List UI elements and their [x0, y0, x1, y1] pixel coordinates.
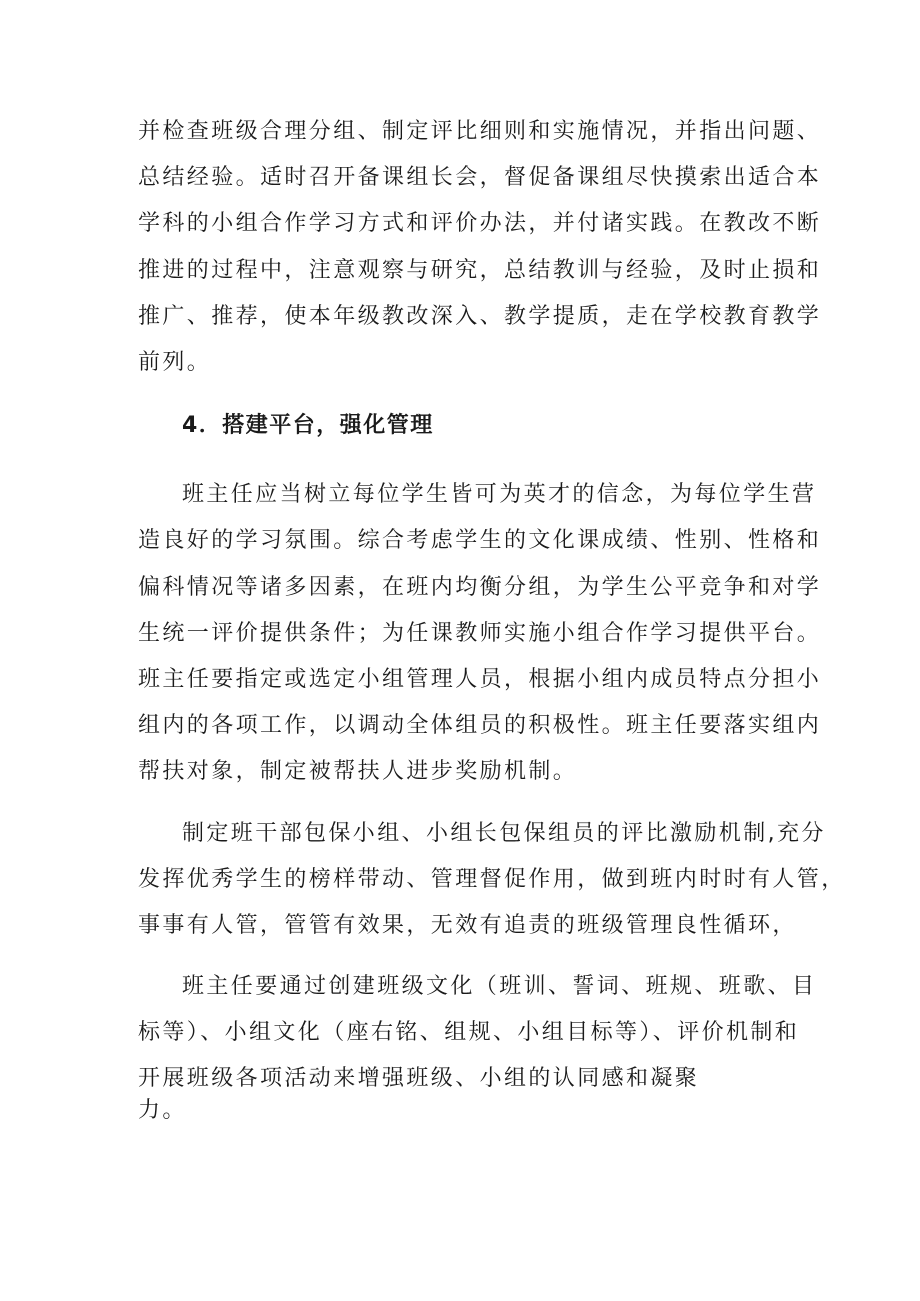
intro-line-1: 并检查班级合理分组、制定评比细则和实施情况，并指出问题、	[138, 119, 822, 144]
p3-line-4: 力。	[138, 1098, 187, 1123]
section-heading: 4．搭建平台，强化管理	[182, 413, 434, 438]
intro-line-2: 总结经验。适时召开备课组长会，督促备课组尽快摸索出适合本	[138, 165, 822, 190]
p3-line-2: 标等）、小组文化（座右铭、组规、小组目标等）、评价机制和	[138, 1020, 800, 1045]
p1-line-7: 帮扶对象，制定被帮扶人进步奖励机制。	[138, 759, 578, 784]
p3-line-3: 开展班级各项活动来增强班级、小组的认同感和凝聚	[138, 1066, 700, 1091]
intro-line-6: 前列。	[138, 350, 212, 375]
p2-line-2: 发挥优秀学生的榜样带动、管理督促作用，做到班内时时有人管，	[138, 867, 846, 892]
p1-line-3: 偏科情况等诸多因素，在班内均衡分组，为学生公平竞争和对学	[138, 575, 822, 600]
p1-line-6: 组内的各项工作，以调动全体组员的积极性。班主任要落实组内	[138, 713, 822, 738]
intro-line-5: 推广、推荐，使本年级教改深入、教学提质，走在学校教育教学	[138, 304, 822, 329]
intro-line-3: 学科的小组合作学习方式和评价办法，并付诸实践。在教改不断	[138, 211, 822, 236]
p3-line-1: 班主任要通过创建班级文化（班训、誓词、班规、班歌、目	[182, 974, 817, 999]
p1-line-5: 班主任要指定或选定小组管理人员，根据小组内成员特点分担小	[138, 667, 822, 692]
p1-line-1: 班主任应当树立每位学生皆可为英才的信念，为每位学生营	[182, 482, 817, 507]
intro-line-4: 推进的过程中，注意观察与研究，总结教训与经验，及时止损和	[138, 258, 822, 283]
p2-line-1: 制定班干部包保小组、小组长包保组员的评比激励机制,充分	[182, 821, 826, 846]
p1-line-2: 造良好的学习氛围。综合考虑学生的文化课成绩、性别、性格和	[138, 528, 822, 553]
p1-line-4: 生统一评价提供条件；为任课教师实施小组合作学习提供平台。	[138, 621, 822, 646]
p2-line-3: 事事有人管，管管有效果，无效有追责的班级管理良性循环，	[138, 913, 797, 938]
